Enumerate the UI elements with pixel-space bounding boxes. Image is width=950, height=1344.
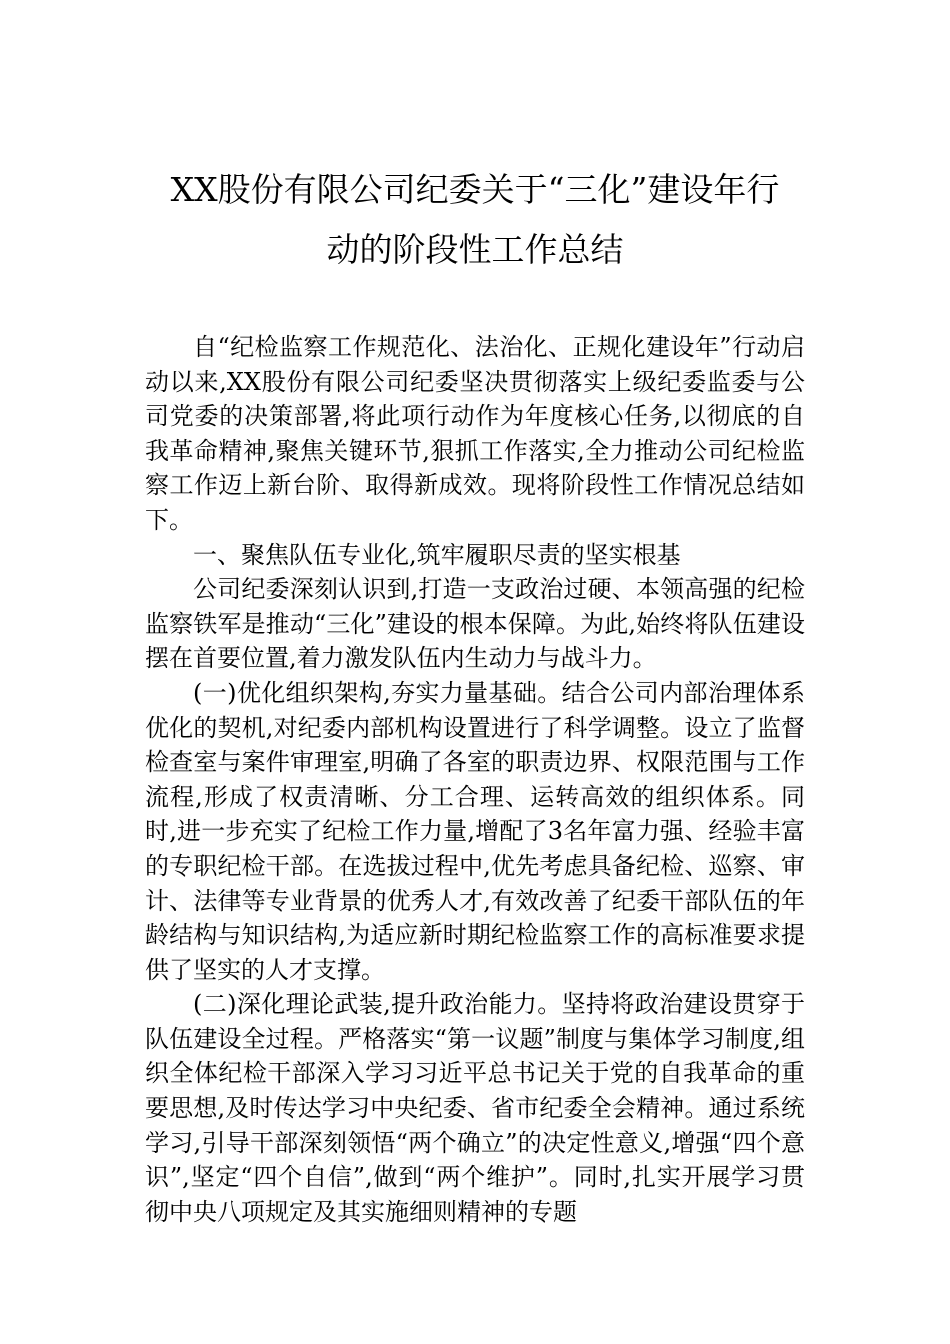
document-body — [145, 330, 805, 1229]
section-heading: 一、聚焦队伍专业化,筑牢履职尽责的坚实根基 — [193, 540, 681, 569]
item-paragraph-1: (一)优化组织架构,夯实力量基础。结合公司内部治理体系优化的契机,对纪委内部机构设置进行了科学调整。设立了监督检查室与案件审理室,明确了各室的职责边界、权限范围与工作流程,形成了权责清晰、分工合理、运转高效的组织体系。同时,进一步充实了纪检工作力量,增配了3名年富力强、经验丰富的专职纪检干部。在选拔过程中,优先考虑具备纪检、巡察、审计、法律等专业背景的优秀人才,有效改善了纪委干部队伍的年龄结构与知识结构,为适应新时期纪检监察工作的高标准要求提供了坚实的人才支撑。 — [145, 678, 805, 984]
document-title — [140, 160, 810, 280]
title-line-1: XX股份有限公司纪委关于“三化”建设年行 — [170, 170, 780, 209]
intro-paragraph: 自“纪检监察工作规范化、法治化、正规化建设年”行动启动以来,XX股份有限公司纪委坚决贯彻落实上级纪委监委与公司党委的决策部署,将此项行动作为年度核心任务,以彻底的自我革命精神,聚焦关键环节,狠抓工作落实,全力推动公司纪检监察工作迈上新台阶、取得新成效。现将阶段性工作情况总结如下。 — [145, 333, 805, 534]
title-line-2: 动的阶段性工作总结 — [326, 230, 624, 269]
section-intro-paragraph: 公司纪委深刻认识到,打造一支政治过硬、本领高强的纪检监察铁军是推动“三化”建设的根本保障。为此,始终将队伍建设摆在首要位置,着力激发队伍内生动力与战斗力。 — [145, 575, 805, 673]
item-paragraph-2: (二)深化理论武装,提升政治能力。坚持将政治建设贯穿于队伍建设全过程。严格落实“第一议题”制度与集体学习制度,组织全体纪检干部深入学习习近平总书记关于党的自我革命的重要思想,及时传达学习中央纪委、省市纪委全会精神。通过系统学习,引导干部深刻领悟“两个确立”的决定性意义,增强“四个意识”,坚定“四个自信”,做到“两个维护”。同时,扎实开展学习贯彻中央八项规定及其实施细则精神的专题 — [145, 990, 805, 1226]
